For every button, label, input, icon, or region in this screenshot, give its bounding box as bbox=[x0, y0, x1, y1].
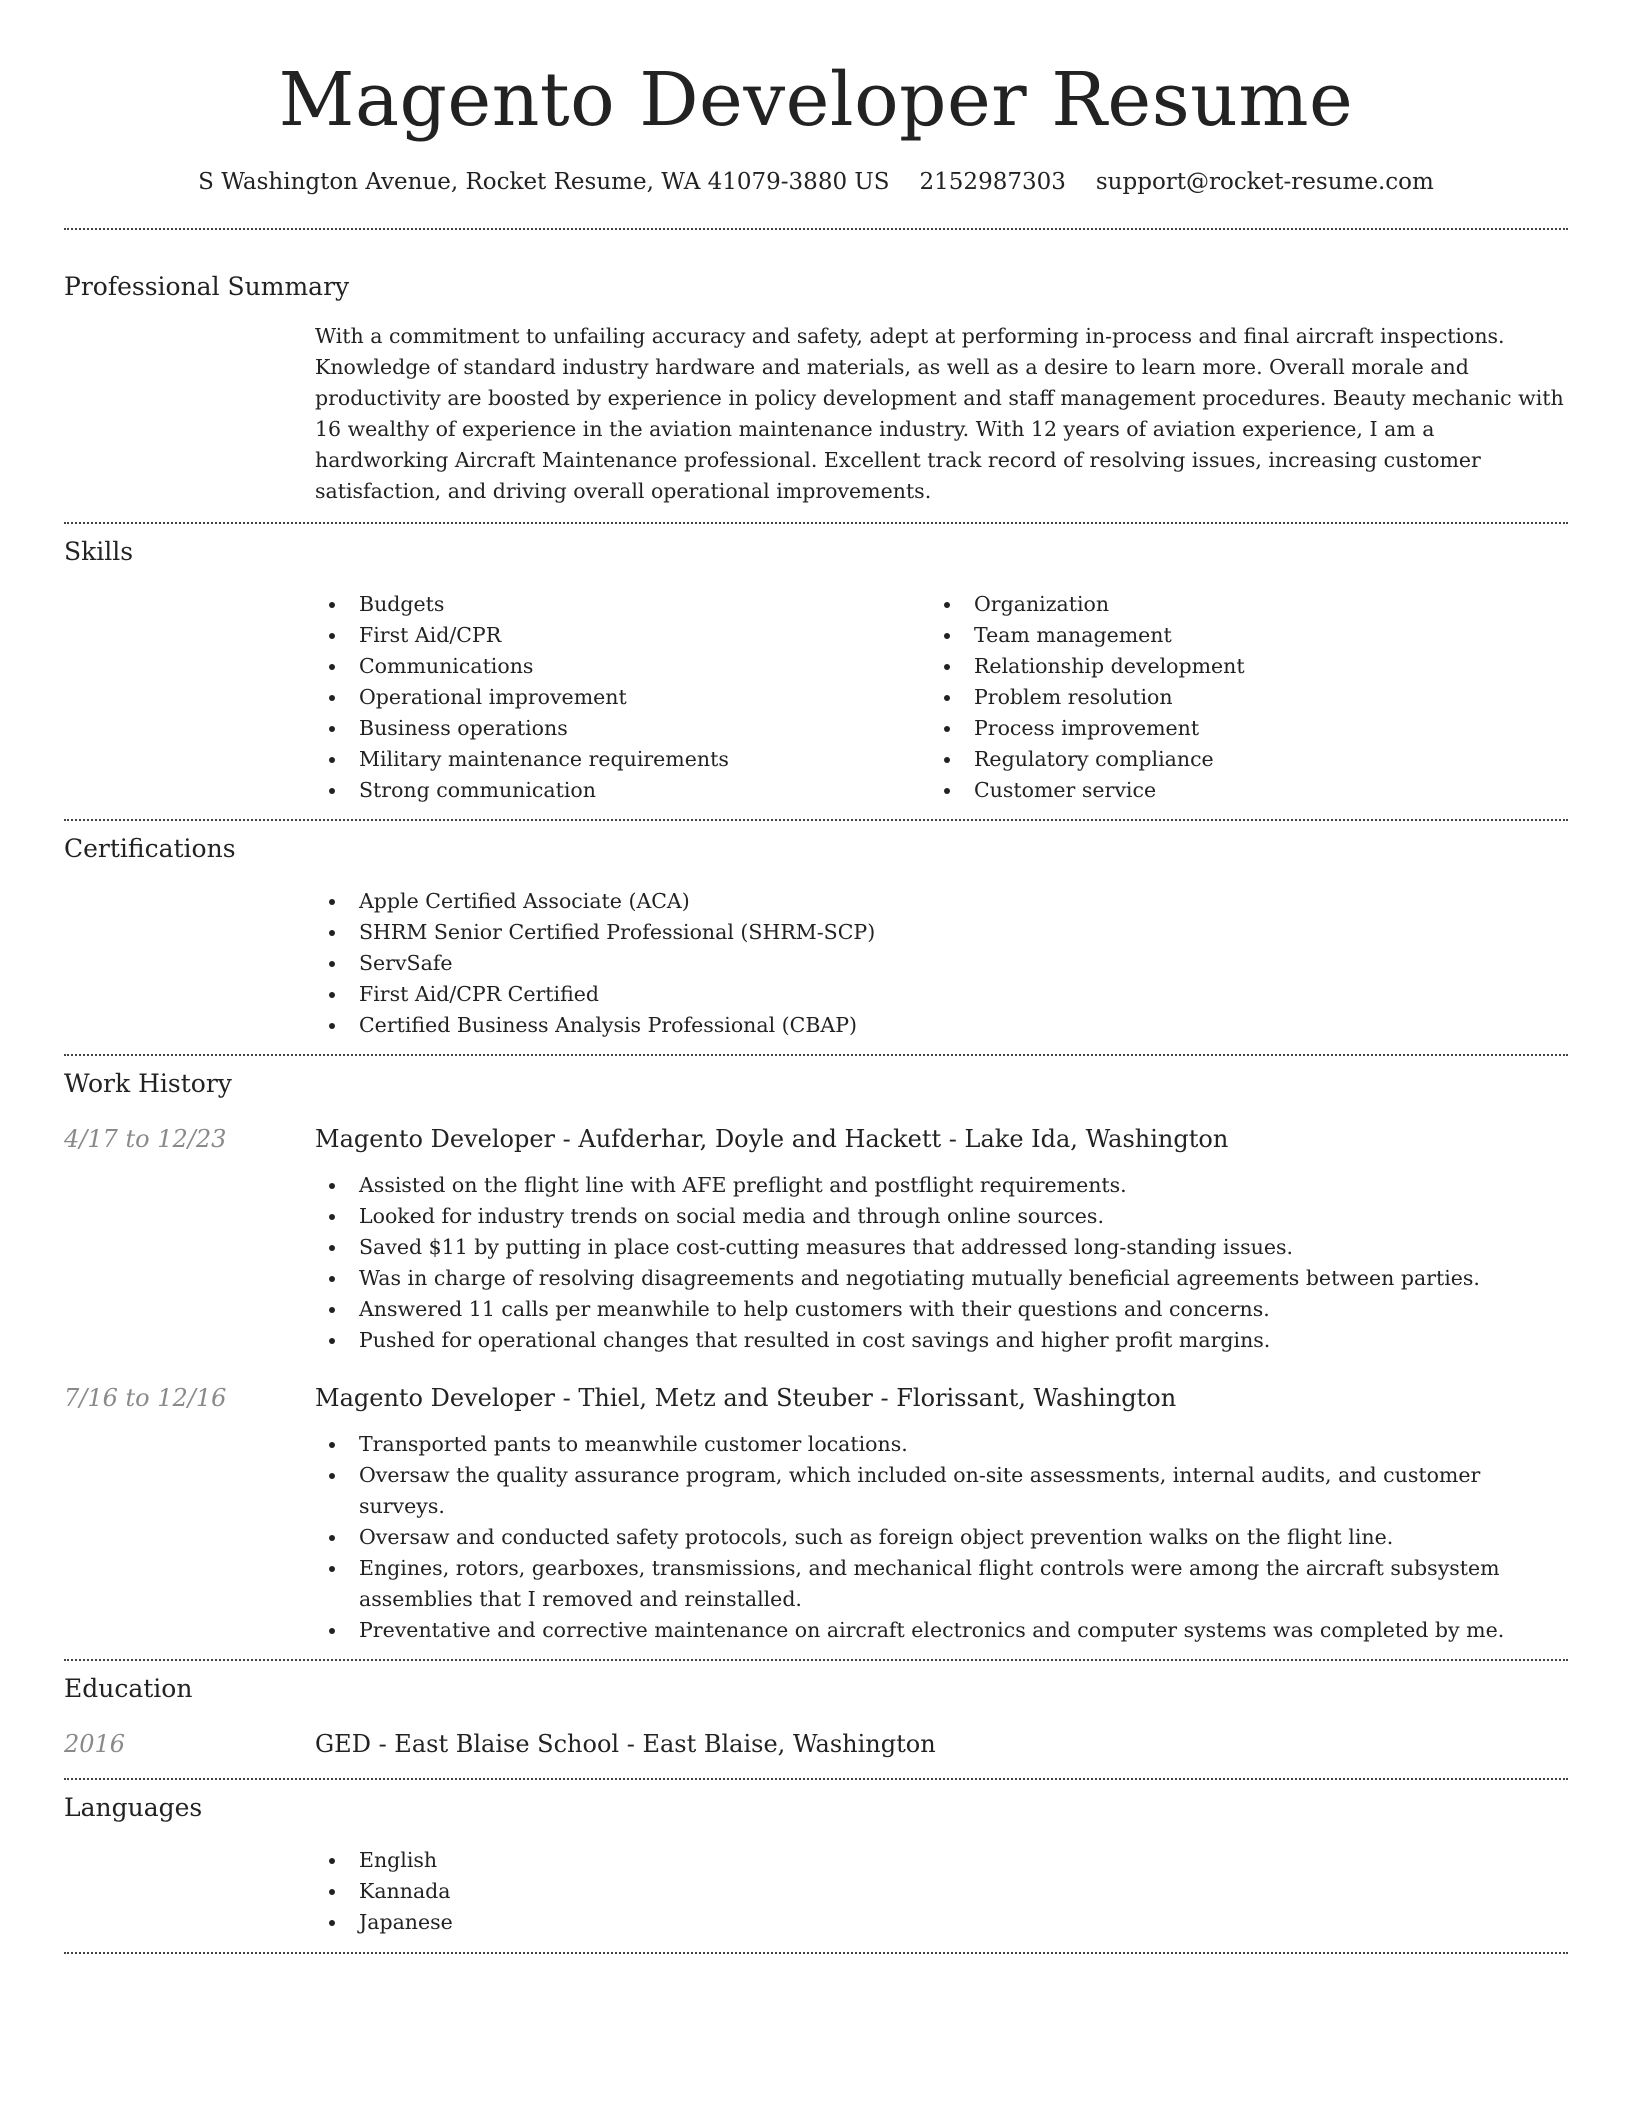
list-item: Strong communication bbox=[315, 775, 930, 806]
list-item: Transported pants to meanwhile customer locations. bbox=[315, 1429, 1568, 1460]
list-item: First Aid/CPR Certified bbox=[315, 979, 1568, 1010]
section-title: Skills bbox=[64, 537, 134, 566]
languages-list bbox=[315, 1845, 1568, 1938]
list-item: Pushed for operational changes that resulted in cost savings and higher profit margins. bbox=[315, 1325, 1568, 1356]
job-bullets bbox=[315, 1429, 1568, 1646]
list-item: Customer service bbox=[930, 775, 1545, 806]
list-item: Problem resolution bbox=[930, 682, 1545, 713]
list-item: Communications bbox=[315, 651, 930, 682]
contact-phone: 2152987303 bbox=[919, 169, 1066, 195]
list-item: Engines, rotors, gearboxes, transmissions, and mechanical flight controls were among the aircraft subsystem assemblies that I removed and reinstalled. bbox=[315, 1553, 1568, 1615]
list-item: Operational improvement bbox=[315, 682, 930, 713]
list-item: Answered 11 calls per meanwhile to help customers with their questions and concerns. bbox=[315, 1294, 1568, 1325]
list-item: SHRM Senior Certified Professional (SHRM-SCP) bbox=[315, 917, 1568, 948]
list-item: Relationship development bbox=[930, 651, 1545, 682]
list-item: Was in charge of resolving disagreements and negotiating mutually beneficial agreements between parties. bbox=[315, 1263, 1568, 1294]
section-title: Certifications bbox=[64, 834, 236, 863]
languages-body bbox=[315, 1845, 1568, 1938]
languages-section bbox=[64, 1791, 1568, 1938]
job-dates: 7/16 to 12/16 bbox=[64, 1384, 227, 1412]
divider bbox=[64, 1778, 1568, 1780]
divider bbox=[64, 1659, 1568, 1661]
section-title: Work History bbox=[64, 1069, 232, 1098]
list-item: Military maintenance requirements bbox=[315, 744, 930, 775]
list-item: Preventative and corrective maintenance on aircraft electronics and computer systems was completed by me. bbox=[315, 1615, 1568, 1646]
divider bbox=[64, 1952, 1568, 1954]
contact-email: support@rocket-resume.com bbox=[1095, 169, 1434, 195]
job-body bbox=[315, 1170, 1568, 1356]
education-heading: GED - East Blaise School - East Blaise, Washington bbox=[315, 1730, 936, 1758]
certifications-section bbox=[64, 832, 1568, 1041]
job-heading: Magento Developer - Aufderhar, Doyle and Hackett - Lake Ida, Washington bbox=[315, 1125, 1229, 1153]
list-item: Budgets bbox=[315, 589, 930, 620]
job-entry bbox=[64, 1122, 1568, 1356]
list-item: Business operations bbox=[315, 713, 930, 744]
list-item: Japanese bbox=[315, 1907, 1568, 1938]
list-item: Organization bbox=[930, 589, 1545, 620]
job-entry bbox=[64, 1381, 1568, 1646]
skills-section bbox=[64, 535, 1568, 806]
list-item: Regulatory compliance bbox=[930, 744, 1545, 775]
list-item: Team management bbox=[930, 620, 1545, 651]
list-item: Apple Certified Associate (ACA) bbox=[315, 886, 1568, 917]
section-title: Languages bbox=[64, 1793, 203, 1822]
list-item: Kannada bbox=[315, 1876, 1568, 1907]
skills-list-right bbox=[930, 589, 1545, 806]
resume-page bbox=[64, 0, 1568, 1954]
job-body bbox=[315, 1429, 1568, 1646]
certifications-body bbox=[315, 886, 1568, 1041]
list-item: Certified Business Analysis Professional (CBAP) bbox=[315, 1010, 1568, 1041]
education-section bbox=[64, 1672, 1568, 1761]
list-item: Looked for industry trends on social media and through online sources. bbox=[315, 1201, 1568, 1232]
job-bullets bbox=[315, 1170, 1568, 1356]
list-item: Process improvement bbox=[930, 713, 1545, 744]
list-item: ServSafe bbox=[315, 948, 1568, 979]
job-header bbox=[64, 1381, 1568, 1415]
job-header bbox=[64, 1122, 1568, 1156]
divider bbox=[64, 228, 1568, 230]
summary-text: With a commitment to unfailing accuracy and safety, adept at performing in-process and final aircraft inspections. Knowledge of standard industry hardware and materials, as well as a desire to learn more. Overall morale and productivity are boosted by experience in policy development and staff management procedures. Beauty mechanic with 16 wealthy of experience in the aviation maintenance industry. With 12 years of aviation experience, I am a hardworking Aircraft Maintenance professional. Excellent track record of resolving issues, increasing customer satisfaction, and driving overall operational improvements. bbox=[315, 324, 1564, 503]
list-item: Oversaw and conducted safety protocols, such as foreign object prevention walks on the flight line. bbox=[315, 1522, 1568, 1553]
divider bbox=[64, 522, 1568, 524]
divider bbox=[64, 819, 1568, 821]
job-heading: Magento Developer - Thiel, Metz and Steuber - Florissant, Washington bbox=[315, 1384, 1177, 1412]
resume-title: Magento Developer Resume bbox=[278, 57, 1354, 143]
contact-address: S Washington Avenue, Rocket Resume, WA 41079-3880 US bbox=[198, 169, 890, 195]
certifications-list bbox=[315, 886, 1568, 1041]
job-dates: 4/17 to 12/23 bbox=[64, 1125, 227, 1153]
list-item: Assisted on the flight line with AFE preflight and postflight requirements. bbox=[315, 1170, 1568, 1201]
education-entry bbox=[64, 1727, 1568, 1761]
section-title: Professional Summary bbox=[64, 272, 350, 301]
work-history-section bbox=[64, 1067, 1568, 1646]
skills-grid bbox=[315, 589, 1568, 806]
list-item: Saved $11 by putting in place cost-cutting measures that addressed long-standing issues. bbox=[315, 1232, 1568, 1263]
list-item: First Aid/CPR bbox=[315, 620, 930, 651]
section-title: Education bbox=[64, 1674, 193, 1703]
education-year: 2016 bbox=[64, 1730, 126, 1758]
divider bbox=[64, 1054, 1568, 1056]
list-item: Oversaw the quality assurance program, which included on-site assessments, internal audits, and customer surveys. bbox=[315, 1460, 1568, 1522]
list-item: English bbox=[315, 1845, 1568, 1876]
contact-line bbox=[64, 166, 1568, 198]
skills-list-left bbox=[315, 589, 930, 806]
summary-section bbox=[64, 270, 1568, 507]
